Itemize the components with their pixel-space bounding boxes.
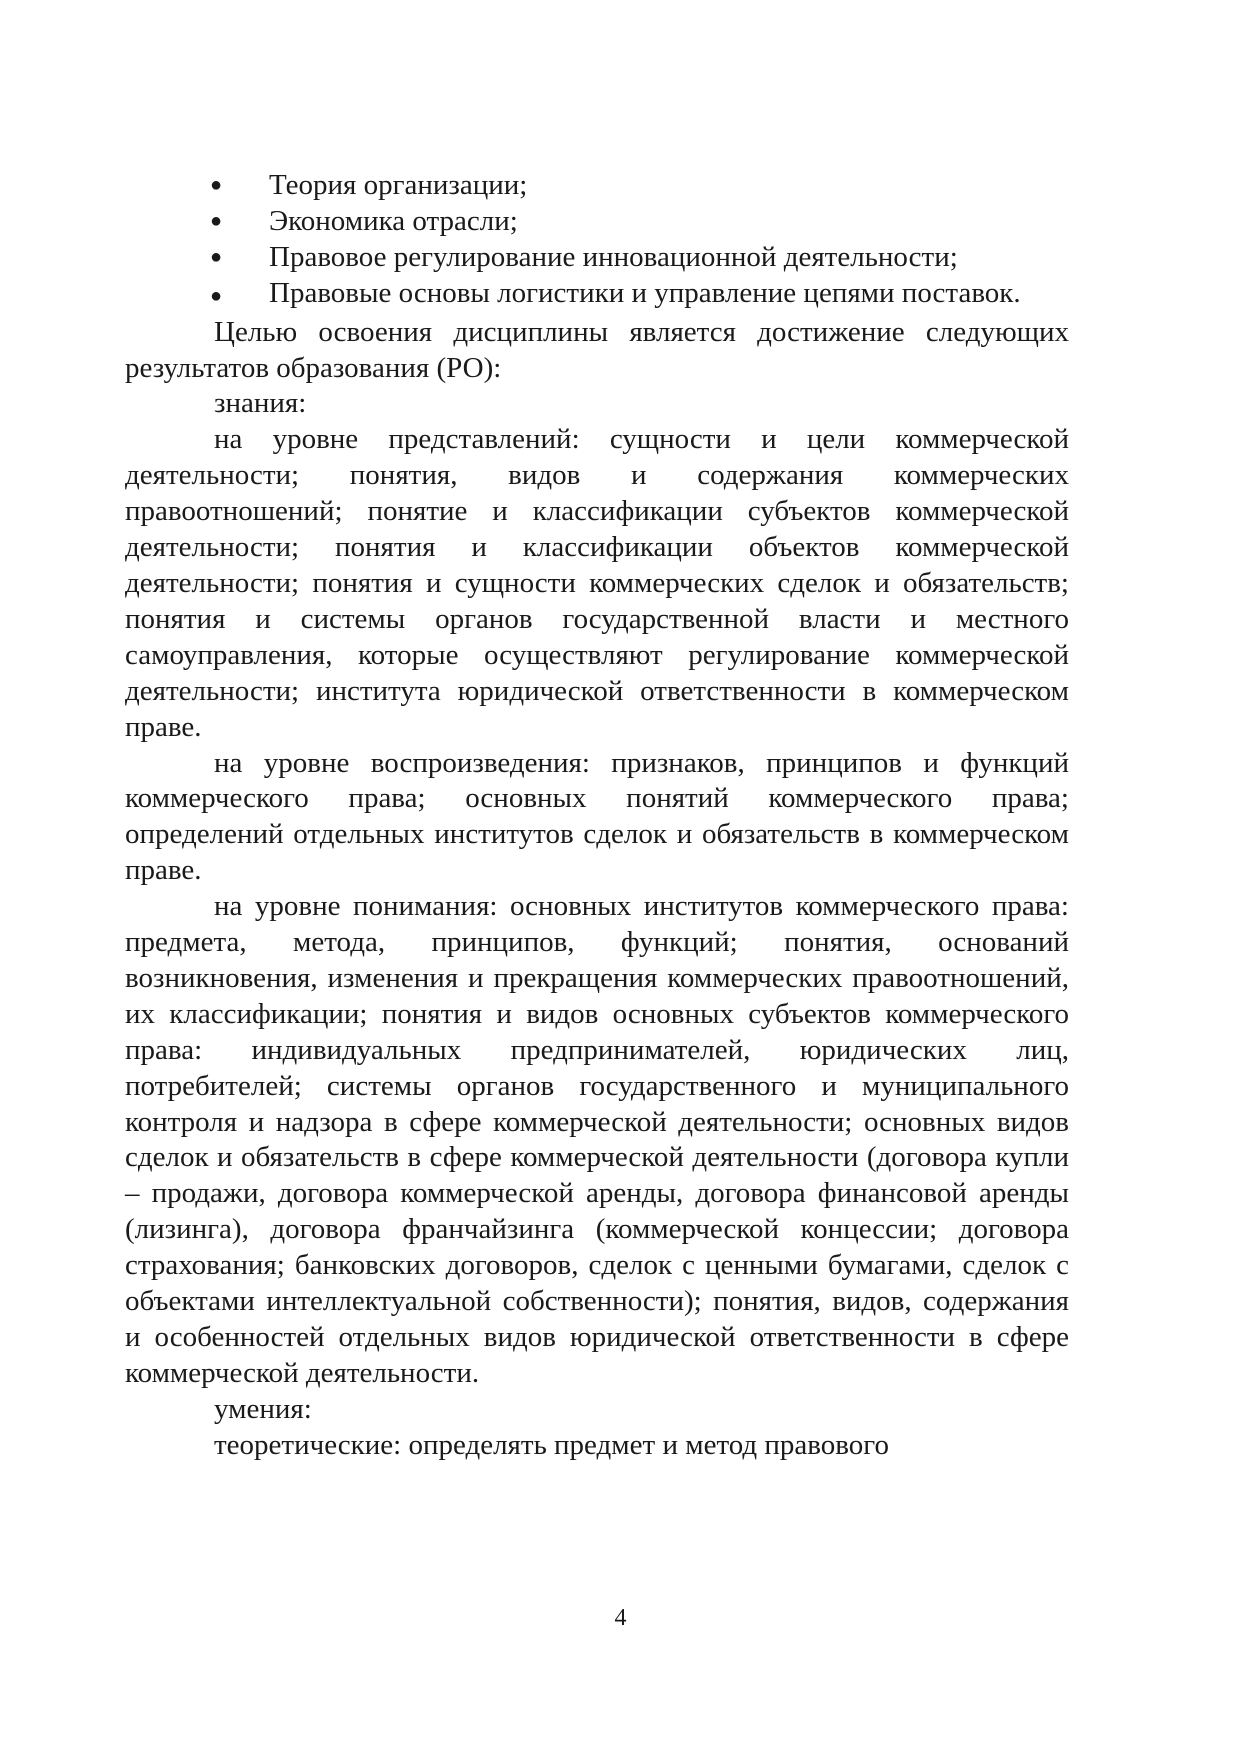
goal-paragraph: Целью освоения дисциплины является достижение следующих результатов образования (РО): [125, 315, 1069, 384]
list-item-text: Правовое регулирование инновационной деятельности; [269, 240, 958, 273]
representation-level-paragraph: на уровне представлений: сущности и цели коммерческой деятельности; понятия, видов и содержания коммерческих правоотношений; понятие и классификации субъектов коммерческой деятельности; понятия и классификации объектов коммерческой деятельности; понятия и сущности коммерческих сделок и обязательств; понятия и системы органов государственной власти и местного самоуправления, которые осуществляют регулирование коммерческой деятельности; института юридической ответственности в коммерческом праве. [125, 423, 1069, 743]
list-item-text: Теория организации; [269, 169, 528, 201]
page-content [125, 168, 1069, 1464]
list-item [125, 168, 1069, 204]
list-item [125, 204, 1069, 240]
understanding-level-paragraph: на уровне понимания: основных институтов коммерческого права: предмета, метода, принципов, функций; понятия, оснований возникновения, изменения и прекращения коммерческих правоотношений, их классификации; понятия и видов основных субъектов коммерческого права: индивидуальных предпринимателей, юридических лиц, потребителей; системы органов государственного и муниципального контроля и надзора в сфере коммерческой деятельности; основных видов сделок и обязательств в сфере коммерческой деятельности (договора купли – продажи, договора коммерческой аренды, договора финансовой аренды (лизинга), договора франчайзинга (коммерческой концессии; договора страхования; банковских договоров, сделок с ценными бумагами, сделок с объектами интеллектуальной собственности); понятия, видов, содержания и особенностей отдельных видов юридической ответственности в сфере коммерческой деятельности. [125, 890, 1069, 1389]
bullet-icon: ● [210, 209, 223, 232]
bullet-icon: ● [210, 284, 223, 307]
list-item [125, 240, 1069, 276]
list-item [125, 276, 1069, 315]
skills-heading: умения: [214, 1392, 312, 1425]
reproduction-level-paragraph: на уровне воспроизведения: признаков, принципов и функций коммерческого права; основных понятий коммерческого права; определений отдельных институтов сделок и обязательств в коммерческом праве. [125, 746, 1069, 887]
page-number: 4 [614, 1605, 627, 1631]
knowledge-heading: знания: [214, 387, 307, 420]
prerequisite-list [125, 168, 1069, 315]
bullet-icon: ● [210, 245, 223, 268]
list-item-text: Экономика отрасли; [269, 204, 518, 237]
list-item-text: Правовые основы логистики и управление цепями поставок. [269, 276, 1021, 309]
bullet-icon: ● [210, 174, 223, 196]
theoretical-skills-paragraph: теоретические: определять предмет и метод правового [214, 1428, 889, 1461]
